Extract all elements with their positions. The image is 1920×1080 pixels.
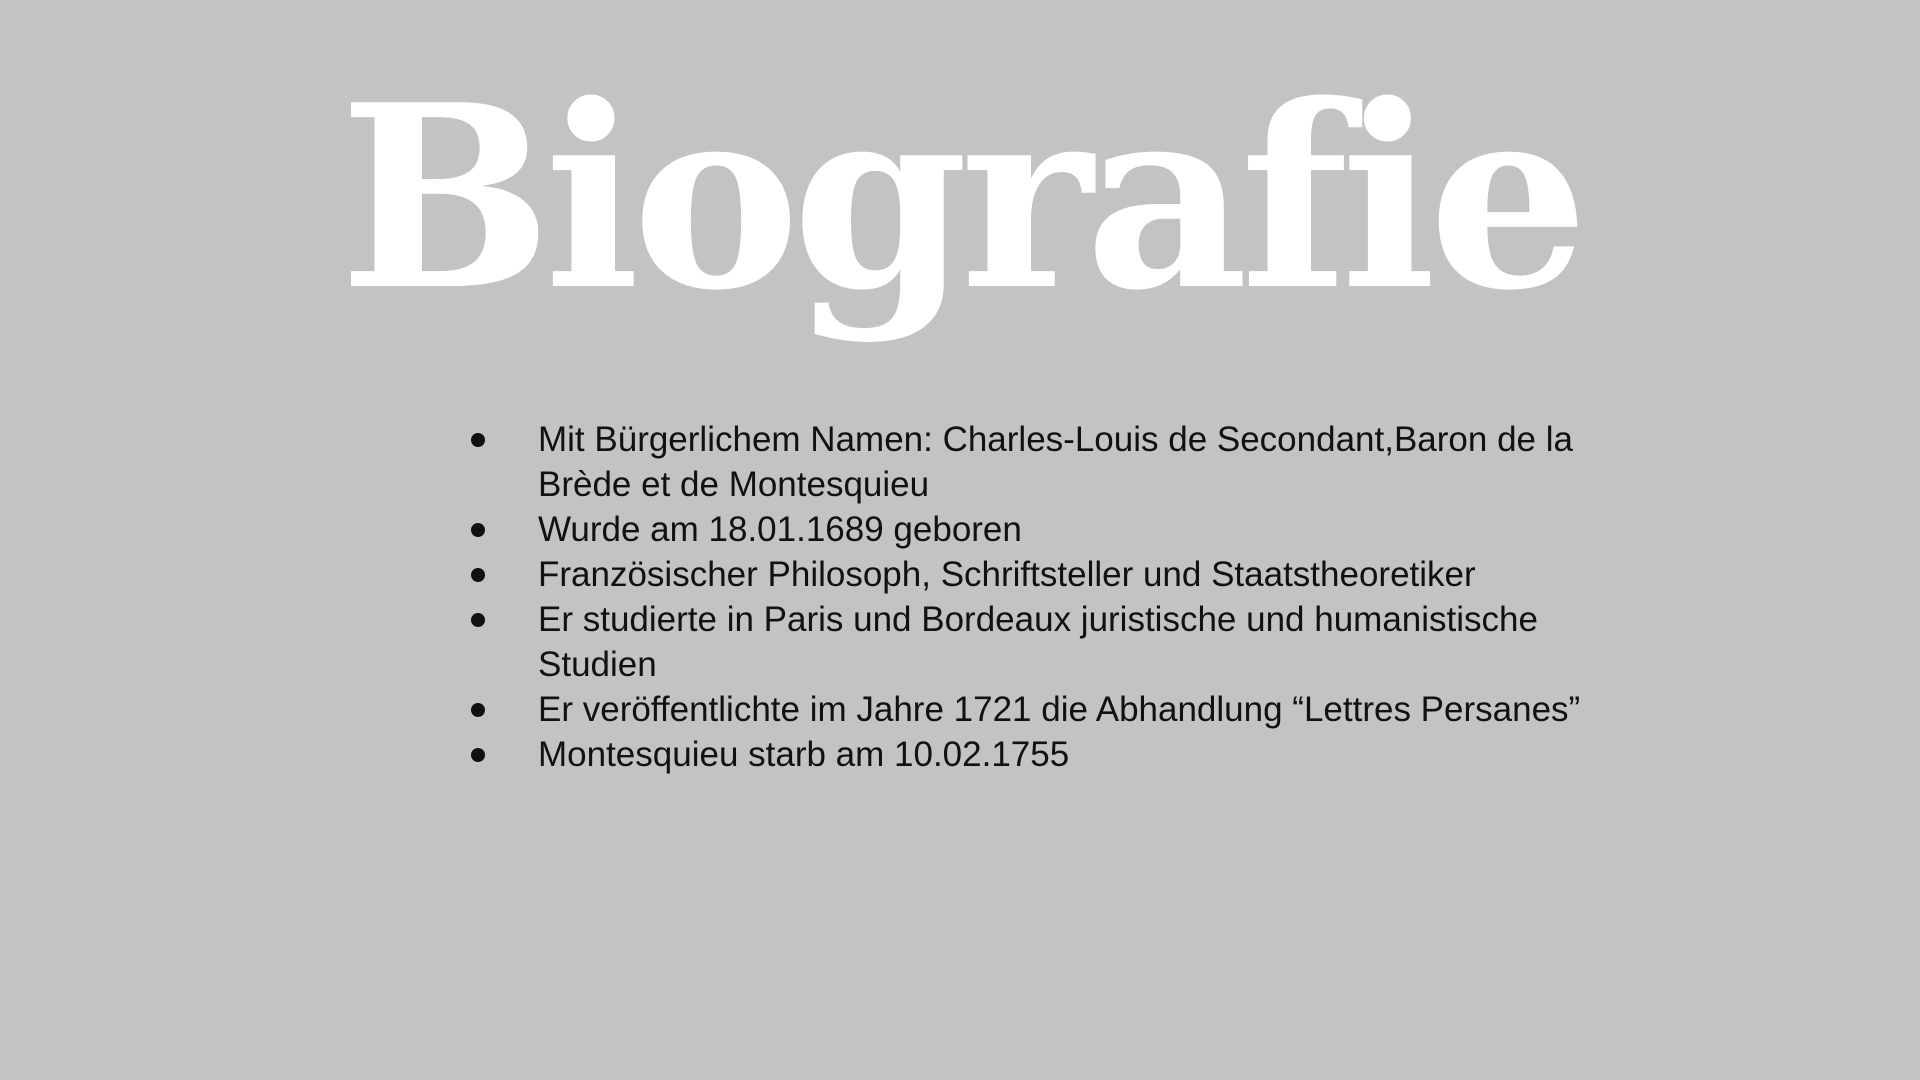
bullet-item — [460, 552, 1640, 597]
bullet-icon — [471, 703, 485, 717]
bullet-text: Er studierte in Paris und Bordeaux juristische und humanistische Studien — [538, 600, 1538, 684]
bullet-item — [460, 687, 1640, 732]
slide-title: Biografie — [339, 50, 1581, 346]
bullet-icon — [471, 613, 485, 627]
bullet-item — [460, 597, 1640, 687]
bullet-item — [460, 507, 1640, 552]
bullet-text: Montesquieu starb am 10.02.1755 — [538, 735, 1070, 774]
bullet-text: Er veröffentlichte im Jahre 1721 die Abhandlung “Lettres Persanes” — [538, 690, 1581, 729]
bullet-icon — [471, 568, 485, 582]
bullet-icon — [471, 433, 485, 447]
bullet-text: Mit Bürgerlichem Namen: Charles-Louis de Secondant,Baron de la Brède et de Montesquieu — [538, 420, 1573, 504]
bullet-icon — [471, 748, 485, 762]
bullet-item — [460, 732, 1640, 777]
bullet-text: Wurde am 18.01.1689 geboren — [538, 510, 1022, 549]
bullet-text: Französischer Philosoph, Schriftsteller und Staatstheoretiker — [538, 555, 1476, 594]
bullet-list — [460, 417, 1640, 777]
bullet-item — [460, 417, 1640, 507]
bullet-icon — [471, 523, 485, 537]
